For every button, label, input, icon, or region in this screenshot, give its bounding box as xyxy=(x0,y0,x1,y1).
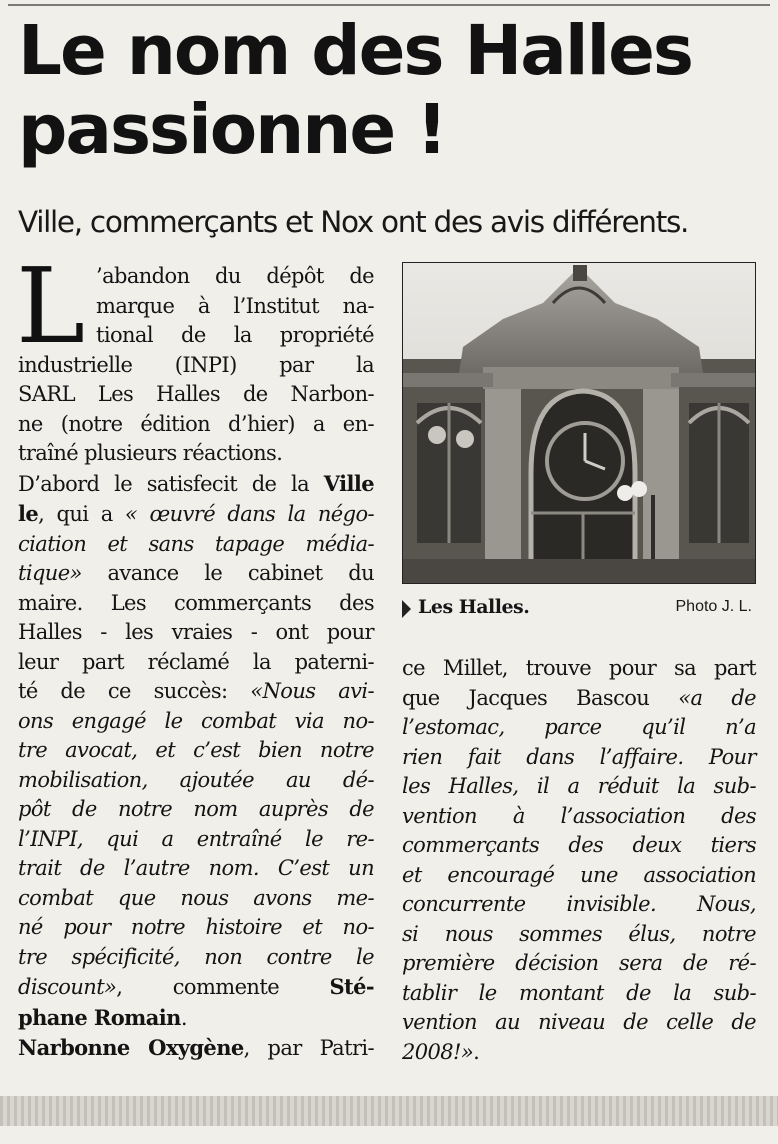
body-line xyxy=(402,772,756,802)
body-quote: trait de l’autre nom. C’est un xyxy=(18,856,374,880)
body-text: , qui a xyxy=(38,502,125,526)
body-line xyxy=(18,766,374,796)
bottom-border-band xyxy=(0,1096,778,1126)
body-text: avance le cabinet du xyxy=(81,561,374,585)
body-bold: Ville xyxy=(323,470,374,496)
body-line xyxy=(18,825,374,855)
body-text: , par Patri- xyxy=(243,1036,374,1060)
body-quote: tre spécificité, non contre le xyxy=(18,944,374,969)
body-quote: ciation et sans tapage média- xyxy=(18,531,374,556)
body-quote: vention à l’association des xyxy=(402,803,756,828)
body-line xyxy=(18,469,374,500)
body-line xyxy=(18,884,374,914)
body-line: tional de la propriété xyxy=(96,323,374,347)
body-quote: tablir le montant de la sub- xyxy=(402,980,756,1005)
body-line xyxy=(18,1033,374,1064)
body-line xyxy=(18,559,374,589)
article-column-left xyxy=(16,245,374,1064)
body-line xyxy=(402,743,756,773)
body-line xyxy=(18,1003,374,1034)
body-quote: les Halles, il a réduit la sub- xyxy=(402,774,756,798)
body-line xyxy=(402,713,756,743)
body-line xyxy=(402,979,756,1009)
body-quote: discount» xyxy=(18,975,117,999)
body-text: té de ce succès: xyxy=(18,679,251,703)
building-illustration xyxy=(403,263,755,583)
body-quote: si nous sommes élus, notre xyxy=(402,921,756,946)
body-line: traîné plusieurs réactions. xyxy=(18,441,283,465)
body-line xyxy=(18,677,374,707)
body-line: industrielle (INPI) par la xyxy=(18,352,374,377)
body-line xyxy=(402,1008,756,1038)
body-line: maire. Les commerçants des xyxy=(18,590,374,615)
body-line xyxy=(18,943,374,973)
body-quote: «Nous avi- xyxy=(250,679,374,703)
body-line xyxy=(18,854,374,884)
body-quote: « œuvré dans la négo- xyxy=(124,502,374,526)
body-line: ne (notre édition d’hier) a en- xyxy=(18,411,374,436)
body-quote: concurrente invisible. Nous, xyxy=(402,892,756,916)
body-line xyxy=(402,1038,756,1068)
body-text: . xyxy=(473,1039,480,1064)
body-text: que Jacques Bascou xyxy=(402,685,679,710)
body-line: leur part réclamé la paterni- xyxy=(18,649,374,674)
body-line: SARL Les Halles de Narbon- xyxy=(18,382,374,406)
body-line xyxy=(18,530,374,560)
body-line xyxy=(18,795,374,825)
body-bold: Sté- xyxy=(329,974,374,999)
body-line xyxy=(18,499,374,530)
body-line xyxy=(402,861,756,891)
body-quote: pôt de notre nom auprès de xyxy=(18,797,374,821)
body-quote: tre avocat, et c’est bien notre xyxy=(18,738,374,762)
body-line xyxy=(18,736,374,766)
body-line: ce Millet, trouve pour sa part xyxy=(402,656,756,680)
headline xyxy=(18,12,758,170)
body-line xyxy=(18,707,374,737)
body-quote: et encouragé une association xyxy=(402,862,756,887)
body-line xyxy=(402,831,756,861)
body-quote: combat que nous avons me- xyxy=(18,885,374,910)
drop-cap: L xyxy=(16,245,85,367)
body-quote: commerçants des deux tiers xyxy=(402,833,756,857)
subheadline: Ville, commerçants et Nox ont des avis différents. xyxy=(18,205,689,239)
body-line xyxy=(402,920,756,950)
body-quote: «a de xyxy=(678,685,756,710)
body-bold: Narbonne Oxygène xyxy=(18,1035,244,1060)
body-line xyxy=(18,972,374,1003)
body-text: , commente xyxy=(116,975,330,999)
body-line: ’abandon du dépôt de xyxy=(96,264,374,288)
body-line: Halles - les vraies - ont pour xyxy=(18,620,374,644)
body-quote: l’INPI, qui a entraîné le re- xyxy=(18,826,374,851)
body-quote: mobilisation, ajoutée au dé- xyxy=(18,767,374,792)
body-quote: 2008!» xyxy=(402,1039,474,1064)
body-text: D’abord le satisfecit de la xyxy=(18,471,324,496)
headline-line-1: Le nom des Halles xyxy=(18,11,692,91)
body-line xyxy=(18,913,374,943)
top-rule xyxy=(8,4,770,6)
body-bold: le xyxy=(18,501,39,526)
body-quote: ons engagé le combat via no- xyxy=(18,708,374,733)
caption-arrow-icon xyxy=(402,600,411,618)
photo-caption xyxy=(402,596,754,624)
body-quote: vention au niveau de celle de xyxy=(402,1010,756,1034)
body-quote: né pour notre histoire et no- xyxy=(18,915,374,939)
body-bold: phane Romain xyxy=(18,1004,181,1030)
caption-text: Les Halles. xyxy=(418,596,530,618)
body-line xyxy=(402,802,756,832)
article-column-right xyxy=(402,654,756,1067)
body-quote: rien fait dans l’affaire. Pour xyxy=(402,744,756,769)
body-line xyxy=(402,949,756,979)
headline-line-2: passionne ! xyxy=(18,90,446,170)
body-text: . xyxy=(180,1005,187,1030)
body-quote: première décision sera de ré- xyxy=(402,951,756,975)
photo-les-halles xyxy=(402,262,756,584)
photo-credit: Photo J. L. xyxy=(675,598,752,615)
body-quote: l’estomac, parce qu’il n’a xyxy=(402,715,756,739)
body-line xyxy=(402,684,756,714)
body-line: marque à l’Institut na- xyxy=(96,293,374,318)
body-quote: tique» xyxy=(18,561,82,585)
body-line xyxy=(402,890,756,920)
